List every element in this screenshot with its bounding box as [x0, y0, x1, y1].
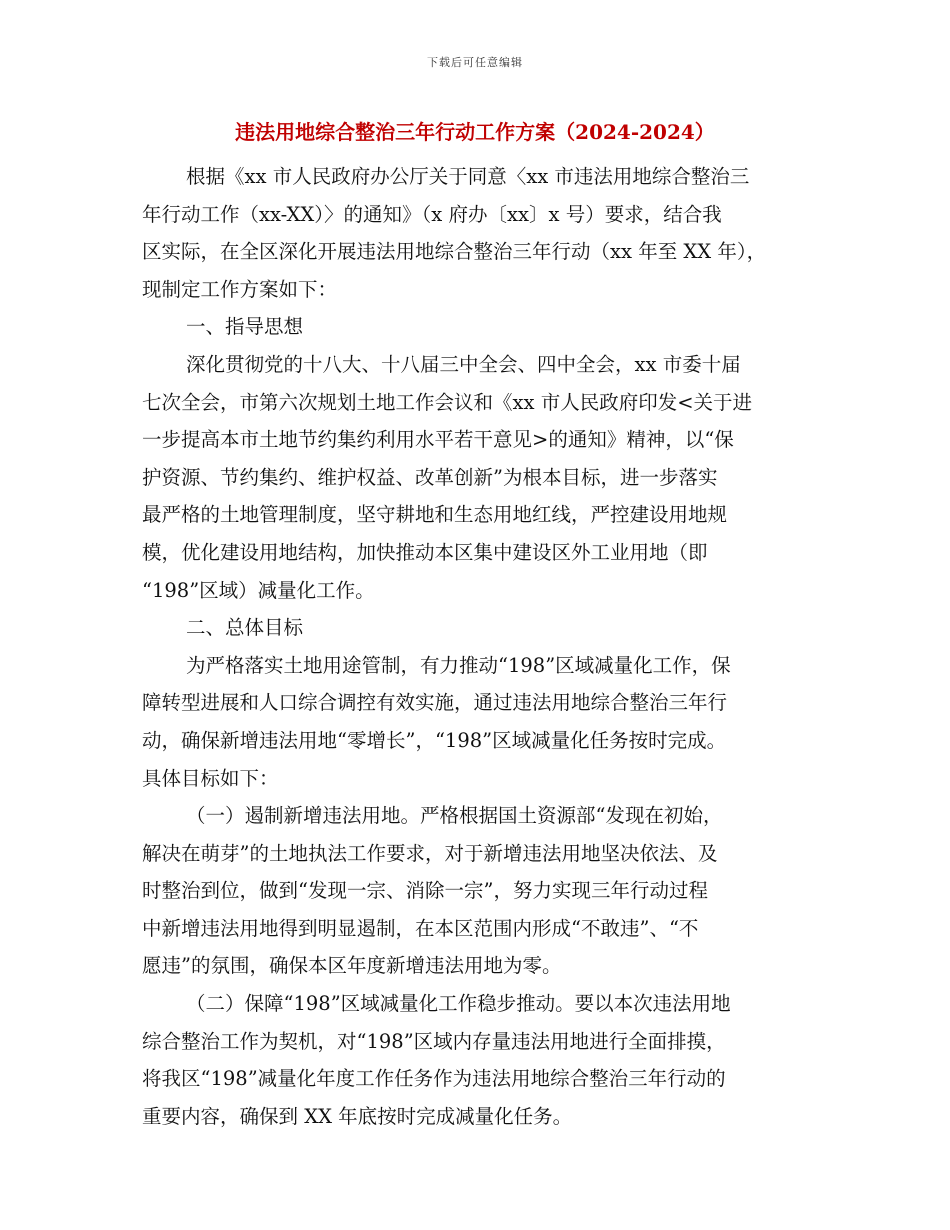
- body-line: 根据《xx 市人民政府办公厅关于同意〈xx 市违法用地综合整治三: [186, 165, 750, 188]
- body-line: 一步提高本市土地节约集约利用水平若干意见>的通知》精神，以“保: [142, 428, 734, 452]
- body-line: 解决在萌芽”的土地执法工作要求，对于新增违法用地坚决依法、及: [142, 841, 718, 865]
- body-line: 愿违”的氛围，确保本区年度新增违法用地为零。: [142, 954, 562, 978]
- body-line: 障转型进展和人口综合调控有效实施，通过违法用地综合整治三年行: [142, 691, 728, 715]
- body-line: “198”区域）减量化工作。: [142, 578, 375, 602]
- body-line: 现制定工作方案如下：: [142, 277, 338, 301]
- body-line: 最严格的土地管理制度，坚守耕地和生态用地红线，严控建设用地规: [142, 503, 728, 527]
- body-line: 为严格落实土地用途管制，有力推动“198”区域减量化工作，保: [186, 653, 731, 677]
- body-line: 深化贯彻党的十八大、十八届三中全会、四中全会，xx 市委十届: [186, 352, 741, 376]
- body-line: 综合整治工作为契机，对“198”区域内存量违法用地进行全面排摸，: [142, 1029, 726, 1053]
- body-line: 区实际，在全区深化开展违法用地综合整治三年行动（xx 年至 XX 年），: [142, 240, 767, 264]
- body-line: 将我区“198”减量化年度工作任务作为违法用地综合整治三年行动的: [142, 1067, 726, 1091]
- body-line: 护资源、节约集约、维护权益、改革创新”为根本目标，进一步落实: [142, 465, 718, 489]
- body-line: 一、指导思想: [186, 315, 304, 339]
- body-line: 动，确保新增违法用地“零增长”，“198”区域减量化任务按时完成。: [142, 728, 727, 752]
- body-line: 七次全会，市第六次规划土地工作会议和《xx 市人民政府印发<关于进: [142, 390, 753, 414]
- body-line: （一）遏制新增违法用地。严格根据国土资源部“发现在初始，: [186, 804, 723, 828]
- body-line: 重要内容，确保到 XX 年底按时完成减量化任务。: [142, 1104, 573, 1128]
- body-line: 中新增违法用地得到明显遏制，在本区范围内形成“不敢违”、“不: [142, 916, 699, 940]
- body-line: 具体目标如下：: [142, 766, 279, 790]
- body-line: 模，优化建设用地结构，加快推动本区集中建设区外工业用地（即: [142, 540, 708, 564]
- header-note: 下载后可任意编辑: [427, 56, 523, 69]
- body-line: （二）保障“198”区域减量化工作稳步推动。要以本次违法用地: [186, 992, 731, 1016]
- document-title: 违法用地综合整治三年行动工作方案（2024-2024）: [235, 120, 715, 144]
- body-line: 年行动工作（xx-XX）〉的通知》（x 府办〔xx〕x 号）要求，结合我: [142, 202, 722, 226]
- body-line: 二、总体目标: [186, 616, 304, 640]
- document-body: [142, 158, 822, 1135]
- body-line: 时整治到位，做到“发现一宗、消除一宗”，努力实现三年行动过程: [142, 879, 708, 903]
